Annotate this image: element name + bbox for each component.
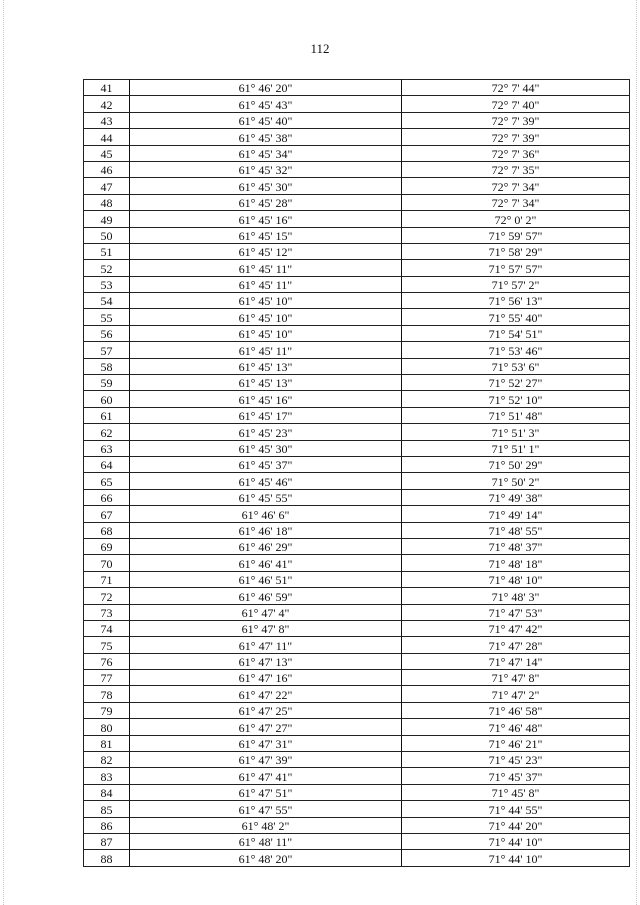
- longitude-cell: 71° 47' 42": [402, 620, 630, 636]
- point-number-cell: 73: [84, 604, 130, 620]
- point-number-cell: 53: [84, 276, 130, 292]
- latitude-cell: 61° 45' 30": [130, 440, 402, 456]
- latitude-cell: 61° 45' 40": [130, 112, 402, 128]
- longitude-cell: 71° 51' 3": [402, 424, 630, 440]
- longitude-cell: 71° 47' 53": [402, 604, 630, 620]
- latitude-cell: 61° 45' 37": [130, 456, 402, 472]
- table-row: [84, 522, 630, 538]
- latitude-cell: 61° 46' 41": [130, 555, 402, 571]
- table-row: [84, 424, 630, 440]
- table-row: [84, 407, 630, 423]
- table-row: [84, 260, 630, 276]
- latitude-cell: 61° 47' 55": [130, 801, 402, 817]
- latitude-cell: 61° 45' 30": [130, 178, 402, 194]
- point-number-cell: 85: [84, 801, 130, 817]
- latitude-cell: 61° 47' 8": [130, 620, 402, 636]
- point-number-cell: 51: [84, 243, 130, 259]
- latitude-cell: 61° 46' 20": [130, 80, 402, 96]
- point-number-cell: 52: [84, 260, 130, 276]
- latitude-cell: 61° 45' 55": [130, 489, 402, 505]
- point-number-cell: 49: [84, 211, 130, 227]
- point-number-cell: 81: [84, 735, 130, 751]
- latitude-cell: 61° 46' 18": [130, 522, 402, 538]
- table-row: [84, 752, 630, 768]
- latitude-cell: 61° 46' 6": [130, 506, 402, 522]
- latitude-cell: 61° 47' 39": [130, 752, 402, 768]
- longitude-cell: 71° 50' 29": [402, 456, 630, 472]
- longitude-cell: 71° 48' 18": [402, 555, 630, 571]
- table-row: [84, 719, 630, 735]
- longitude-cell: 71° 44' 55": [402, 801, 630, 817]
- latitude-cell: 61° 48' 2": [130, 817, 402, 833]
- point-number-cell: 86: [84, 817, 130, 833]
- latitude-cell: 61° 45' 11": [130, 260, 402, 276]
- table-row: [84, 506, 630, 522]
- point-number-cell: 43: [84, 112, 130, 128]
- table-row: [84, 194, 630, 210]
- latitude-cell: 61° 47' 25": [130, 702, 402, 718]
- longitude-cell: 71° 46' 48": [402, 719, 630, 735]
- longitude-cell: 71° 45' 8": [402, 784, 630, 800]
- point-number-cell: 57: [84, 342, 130, 358]
- point-number-cell: 64: [84, 456, 130, 472]
- latitude-cell: 61° 45' 32": [130, 161, 402, 177]
- longitude-cell: 71° 53' 6": [402, 358, 630, 374]
- longitude-cell: 71° 47' 14": [402, 653, 630, 669]
- point-number-cell: 78: [84, 686, 130, 702]
- latitude-cell: 61° 47' 27": [130, 719, 402, 735]
- latitude-cell: 61° 45' 43": [130, 96, 402, 112]
- longitude-cell: 71° 52' 10": [402, 391, 630, 407]
- table-row: [84, 686, 630, 702]
- table-row: [84, 801, 630, 817]
- point-number-cell: 48: [84, 194, 130, 210]
- longitude-cell: 71° 57' 2": [402, 276, 630, 292]
- point-number-cell: 54: [84, 293, 130, 309]
- longitude-cell: 71° 48' 55": [402, 522, 630, 538]
- table-row: [84, 833, 630, 849]
- point-number-cell: 71: [84, 571, 130, 587]
- longitude-cell: 71° 52' 27": [402, 375, 630, 391]
- longitude-cell: 71° 57' 57": [402, 260, 630, 276]
- coordinates-table: [83, 79, 630, 867]
- latitude-cell: 61° 47' 22": [130, 686, 402, 702]
- latitude-cell: 61° 45' 23": [130, 424, 402, 440]
- longitude-cell: 71° 48' 10": [402, 571, 630, 587]
- longitude-cell: 71° 54' 51": [402, 325, 630, 341]
- table-row: [84, 473, 630, 489]
- table-row: [84, 784, 630, 800]
- point-number-cell: 82: [84, 752, 130, 768]
- point-number-cell: 79: [84, 702, 130, 718]
- longitude-cell: 71° 47' 2": [402, 686, 630, 702]
- table-row: [84, 538, 630, 554]
- longitude-cell: 71° 51' 48": [402, 407, 630, 423]
- table-row: [84, 620, 630, 636]
- latitude-cell: 61° 45' 16": [130, 211, 402, 227]
- table-row: [84, 227, 630, 243]
- point-number-cell: 62: [84, 424, 130, 440]
- table-row: [84, 375, 630, 391]
- latitude-cell: 61° 46' 29": [130, 538, 402, 554]
- point-number-cell: 83: [84, 768, 130, 784]
- longitude-cell: 71° 49' 14": [402, 506, 630, 522]
- table-row: [84, 342, 630, 358]
- longitude-cell: 71° 45' 23": [402, 752, 630, 768]
- left-edge-margin: [3, 0, 5, 905]
- table-row: [84, 358, 630, 374]
- latitude-cell: 61° 45' 10": [130, 325, 402, 341]
- longitude-cell: 71° 48' 37": [402, 538, 630, 554]
- table-row: [84, 604, 630, 620]
- point-number-cell: 44: [84, 129, 130, 145]
- longitude-cell: 71° 55' 40": [402, 309, 630, 325]
- latitude-cell: 61° 45' 46": [130, 473, 402, 489]
- point-number-cell: 87: [84, 833, 130, 849]
- latitude-cell: 61° 45' 38": [130, 129, 402, 145]
- longitude-cell: 71° 56' 13": [402, 293, 630, 309]
- longitude-cell: 71° 47' 28": [402, 637, 630, 653]
- latitude-cell: 61° 45' 16": [130, 391, 402, 407]
- longitude-cell: 71° 59' 57": [402, 227, 630, 243]
- point-number-cell: 65: [84, 473, 130, 489]
- point-number-cell: 72: [84, 588, 130, 604]
- longitude-cell: 72° 7' 34": [402, 194, 630, 210]
- longitude-cell: 71° 58' 29": [402, 243, 630, 259]
- table-row: [84, 96, 630, 112]
- table-row: [84, 768, 630, 784]
- longitude-cell: 71° 48' 3": [402, 588, 630, 604]
- longitude-cell: 71° 44' 10": [402, 833, 630, 849]
- longitude-cell: 71° 51' 1": [402, 440, 630, 456]
- latitude-cell: 61° 45' 13": [130, 375, 402, 391]
- point-number-cell: 77: [84, 670, 130, 686]
- longitude-cell: 71° 47' 8": [402, 670, 630, 686]
- latitude-cell: 61° 47' 11": [130, 637, 402, 653]
- point-number-cell: 80: [84, 719, 130, 735]
- latitude-cell: 61° 45' 10": [130, 309, 402, 325]
- latitude-cell: 61° 47' 4": [130, 604, 402, 620]
- longitude-cell: 71° 49' 38": [402, 489, 630, 505]
- point-number-cell: 47: [84, 178, 130, 194]
- point-number-cell: 66: [84, 489, 130, 505]
- point-number-cell: 41: [84, 80, 130, 96]
- table-row: [84, 129, 630, 145]
- table-row: [84, 161, 630, 177]
- latitude-cell: 61° 48' 20": [130, 850, 402, 866]
- table-row: [84, 112, 630, 128]
- longitude-cell: 72° 0' 2": [402, 211, 630, 227]
- latitude-cell: 61° 45' 13": [130, 358, 402, 374]
- table-row: [84, 440, 630, 456]
- table-row: [84, 276, 630, 292]
- longitude-cell: 72° 7' 39": [402, 129, 630, 145]
- table-row: [84, 670, 630, 686]
- point-number-cell: 76: [84, 653, 130, 669]
- table-row: [84, 571, 630, 587]
- longitude-cell: 72° 7' 39": [402, 112, 630, 128]
- longitude-cell: 71° 53' 46": [402, 342, 630, 358]
- latitude-cell: 61° 45' 11": [130, 276, 402, 292]
- point-number-cell: 46: [84, 161, 130, 177]
- table-row: [84, 243, 630, 259]
- latitude-cell: 61° 45' 12": [130, 243, 402, 259]
- table-row: [84, 588, 630, 604]
- point-number-cell: 45: [84, 145, 130, 161]
- latitude-cell: 61° 46' 51": [130, 571, 402, 587]
- table-row: [84, 555, 630, 571]
- longitude-cell: 72° 7' 36": [402, 145, 630, 161]
- table-row: [84, 456, 630, 472]
- table-row: [84, 293, 630, 309]
- coordinates-table-body: [84, 80, 630, 867]
- table-row: [84, 80, 630, 96]
- table-row: [84, 145, 630, 161]
- longitude-cell: 71° 44' 10": [402, 850, 630, 866]
- table-row: [84, 309, 630, 325]
- latitude-cell: 61° 45' 10": [130, 293, 402, 309]
- table-row: [84, 637, 630, 653]
- right-edge-margin: [636, 0, 638, 905]
- point-number-cell: 50: [84, 227, 130, 243]
- point-number-cell: 58: [84, 358, 130, 374]
- point-number-cell: 74: [84, 620, 130, 636]
- latitude-cell: 61° 45' 34": [130, 145, 402, 161]
- longitude-cell: 72° 7' 35": [402, 161, 630, 177]
- longitude-cell: 72° 7' 40": [402, 96, 630, 112]
- table-row: [84, 850, 630, 866]
- latitude-cell: 61° 45' 17": [130, 407, 402, 423]
- latitude-cell: 61° 48' 11": [130, 833, 402, 849]
- latitude-cell: 61° 47' 13": [130, 653, 402, 669]
- point-number-cell: 75: [84, 637, 130, 653]
- point-number-cell: 61: [84, 407, 130, 423]
- latitude-cell: 61° 47' 31": [130, 735, 402, 751]
- point-number-cell: 55: [84, 309, 130, 325]
- point-number-cell: 69: [84, 538, 130, 554]
- table-row: [84, 178, 630, 194]
- latitude-cell: 61° 47' 16": [130, 670, 402, 686]
- page-number: 112: [310, 41, 330, 56]
- table-row: [84, 735, 630, 751]
- point-number-cell: 63: [84, 440, 130, 456]
- table-row: [84, 211, 630, 227]
- longitude-cell: 72° 7' 44": [402, 80, 630, 96]
- latitude-cell: 61° 47' 41": [130, 768, 402, 784]
- point-number-cell: 42: [84, 96, 130, 112]
- table-row: [84, 489, 630, 505]
- longitude-cell: 71° 50' 2": [402, 473, 630, 489]
- table-row: [84, 391, 630, 407]
- latitude-cell: 61° 45' 11": [130, 342, 402, 358]
- longitude-cell: 72° 7' 34": [402, 178, 630, 194]
- table-row: [84, 702, 630, 718]
- longitude-cell: 71° 44' 20": [402, 817, 630, 833]
- table-row: [84, 817, 630, 833]
- latitude-cell: 61° 45' 15": [130, 227, 402, 243]
- latitude-cell: 61° 47' 51": [130, 784, 402, 800]
- point-number-cell: 84: [84, 784, 130, 800]
- point-number-cell: 56: [84, 325, 130, 341]
- point-number-cell: 70: [84, 555, 130, 571]
- table-row: [84, 653, 630, 669]
- longitude-cell: 71° 45' 37": [402, 768, 630, 784]
- point-number-cell: 68: [84, 522, 130, 538]
- longitude-cell: 71° 46' 58": [402, 702, 630, 718]
- latitude-cell: 61° 46' 59": [130, 588, 402, 604]
- point-number-cell: 67: [84, 506, 130, 522]
- point-number-cell: 59: [84, 375, 130, 391]
- point-number-cell: 60: [84, 391, 130, 407]
- point-number-cell: 88: [84, 850, 130, 866]
- table-row: [84, 325, 630, 341]
- latitude-cell: 61° 45' 28": [130, 194, 402, 210]
- longitude-cell: 71° 46' 21": [402, 735, 630, 751]
